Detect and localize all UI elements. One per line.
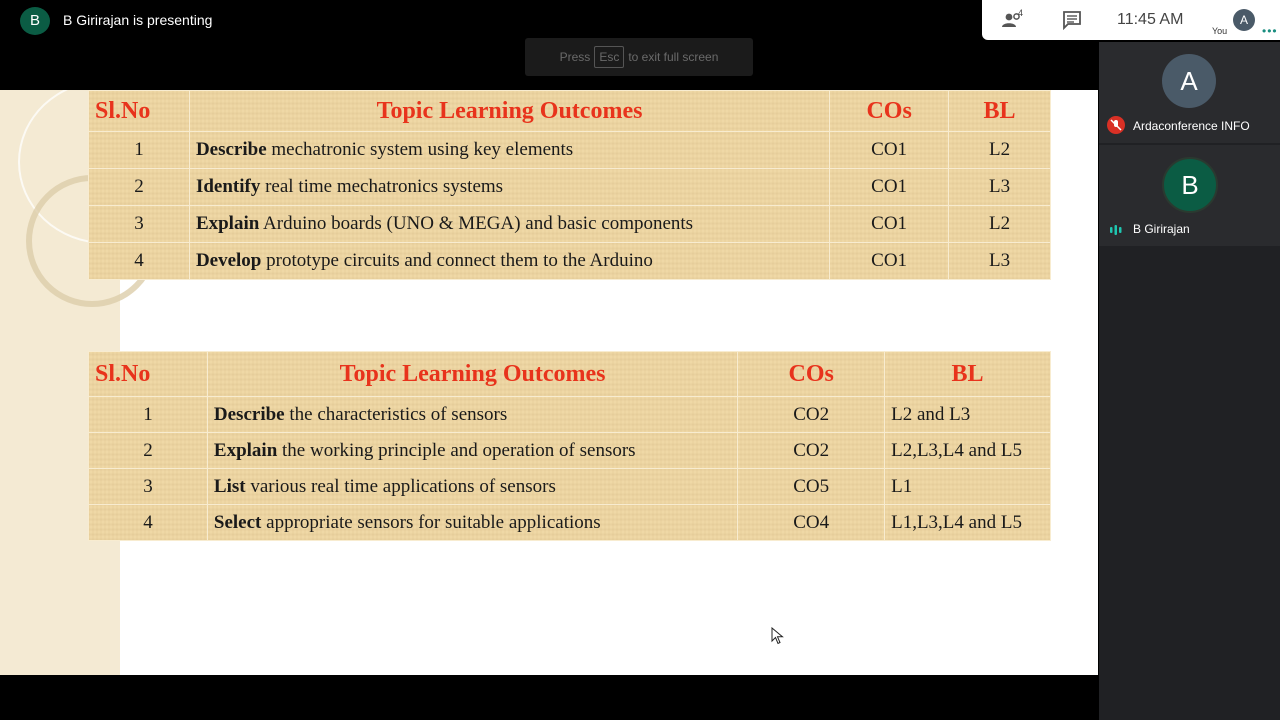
row-bl: L2 bbox=[949, 206, 1051, 243]
participant-name: B Girirajan bbox=[1133, 222, 1190, 236]
row-outcome bbox=[207, 505, 737, 541]
presenter-status-text: B Girirajan is presenting bbox=[63, 12, 213, 28]
row-number: 1 bbox=[89, 397, 208, 433]
row-outcome bbox=[207, 433, 737, 469]
row-outcome bbox=[189, 169, 829, 206]
participant-avatar: B bbox=[1162, 157, 1218, 213]
header-slno: Sl.No bbox=[89, 91, 190, 132]
participant-tile[interactable] bbox=[1099, 145, 1280, 246]
header-bl: BL bbox=[949, 91, 1051, 132]
row-number: 4 bbox=[89, 505, 208, 541]
table-row bbox=[89, 505, 1051, 541]
row-outcome bbox=[189, 132, 829, 169]
outcomes-table-2 bbox=[88, 351, 1051, 541]
chat-icon[interactable] bbox=[1062, 10, 1084, 30]
outcome-verb: Explain bbox=[213, 440, 278, 461]
presented-slide bbox=[0, 90, 1098, 675]
header-slno: Sl.No bbox=[89, 352, 208, 397]
meeting-clock: 11:45 AM bbox=[1117, 11, 1184, 28]
mouse-cursor-icon bbox=[771, 627, 785, 645]
header-outcomes: Topic Learning Outcomes bbox=[207, 352, 737, 397]
row-bl: L2 and L3 bbox=[885, 397, 1051, 433]
esc-hint-press: Press bbox=[559, 50, 591, 64]
row-number: 1 bbox=[89, 132, 190, 169]
esc-key-label: Esc bbox=[594, 46, 624, 68]
outcome-text: mechatronic system using key elements bbox=[266, 139, 574, 160]
row-bl: L2,L3,L4 and L5 bbox=[885, 433, 1051, 469]
header-cos: COs bbox=[738, 352, 885, 397]
mic-off-icon bbox=[1107, 116, 1125, 134]
exit-fullscreen-hint bbox=[525, 38, 753, 76]
outcome-verb: Develop bbox=[195, 250, 262, 271]
outcome-text: various real time applications of sensors bbox=[245, 476, 556, 497]
participant-name: Ardaconference INFO bbox=[1133, 119, 1250, 133]
row-co: CO1 bbox=[830, 132, 949, 169]
self-avatar[interactable]: A bbox=[1233, 9, 1255, 31]
row-co: CO5 bbox=[738, 469, 885, 505]
table-row bbox=[89, 169, 1051, 206]
outcome-verb: List bbox=[213, 476, 246, 497]
row-bl: L1,L3,L4 and L5 bbox=[885, 505, 1051, 541]
outcome-text: appropriate sensors for suitable applications bbox=[261, 512, 601, 533]
table-row bbox=[89, 397, 1051, 433]
more-options-icon[interactable]: ••• bbox=[1262, 24, 1278, 38]
row-co: CO1 bbox=[830, 243, 949, 280]
row-outcome bbox=[207, 397, 737, 433]
outcome-text: the working principle and operation of sensors bbox=[277, 440, 636, 461]
row-number: 2 bbox=[89, 169, 190, 206]
outcomes-table-1 bbox=[88, 90, 1051, 280]
outcome-text: Arduino boards (UNO & MEGA) and basic components bbox=[259, 213, 694, 234]
table-row bbox=[89, 433, 1051, 469]
participants-panel bbox=[1099, 42, 1280, 720]
row-co: CO1 bbox=[830, 206, 949, 243]
outcome-text: the characteristics of sensors bbox=[284, 404, 508, 425]
outcome-text: prototype circuits and connect them to the Arduino bbox=[261, 250, 653, 271]
header-outcomes: Topic Learning Outcomes bbox=[189, 91, 829, 132]
esc-hint-rest: to exit full screen bbox=[628, 50, 719, 64]
row-outcome bbox=[189, 206, 829, 243]
outcome-verb: Select bbox=[213, 512, 262, 533]
row-outcome bbox=[207, 469, 737, 505]
header-cos: COs bbox=[830, 91, 949, 132]
row-co: CO2 bbox=[738, 433, 885, 469]
table-row bbox=[89, 469, 1051, 505]
row-co: CO4 bbox=[738, 505, 885, 541]
outcome-verb: Describe bbox=[195, 139, 267, 160]
people-count-badge: 4 bbox=[1018, 8, 1024, 18]
outcome-verb: Identify bbox=[195, 176, 261, 197]
outcome-verb: Explain bbox=[195, 213, 260, 234]
row-bl: L2 bbox=[949, 132, 1051, 169]
row-co: CO2 bbox=[738, 397, 885, 433]
participant-avatar: A bbox=[1162, 54, 1216, 108]
table-row bbox=[89, 243, 1051, 280]
row-bl: L3 bbox=[949, 243, 1051, 280]
row-number: 3 bbox=[89, 206, 190, 243]
participant-tile[interactable] bbox=[1099, 42, 1280, 143]
row-bl: L3 bbox=[949, 169, 1051, 206]
table-row bbox=[89, 206, 1051, 243]
header-bl: BL bbox=[885, 352, 1051, 397]
row-number: 2 bbox=[89, 433, 208, 469]
table-header-row bbox=[89, 91, 1051, 132]
row-co: CO1 bbox=[830, 169, 949, 206]
outcome-text: real time mechatronics systems bbox=[260, 176, 504, 197]
self-label: You bbox=[1212, 26, 1228, 36]
table-row bbox=[89, 132, 1051, 169]
row-outcome bbox=[189, 243, 829, 280]
table-header-row bbox=[89, 352, 1051, 397]
outcome-verb: Describe bbox=[213, 404, 285, 425]
row-number: 4 bbox=[89, 243, 190, 280]
speaking-indicator-icon bbox=[1109, 223, 1123, 241]
row-number: 3 bbox=[89, 469, 208, 505]
presenter-avatar: B bbox=[20, 7, 50, 35]
row-bl: L1 bbox=[885, 469, 1051, 505]
